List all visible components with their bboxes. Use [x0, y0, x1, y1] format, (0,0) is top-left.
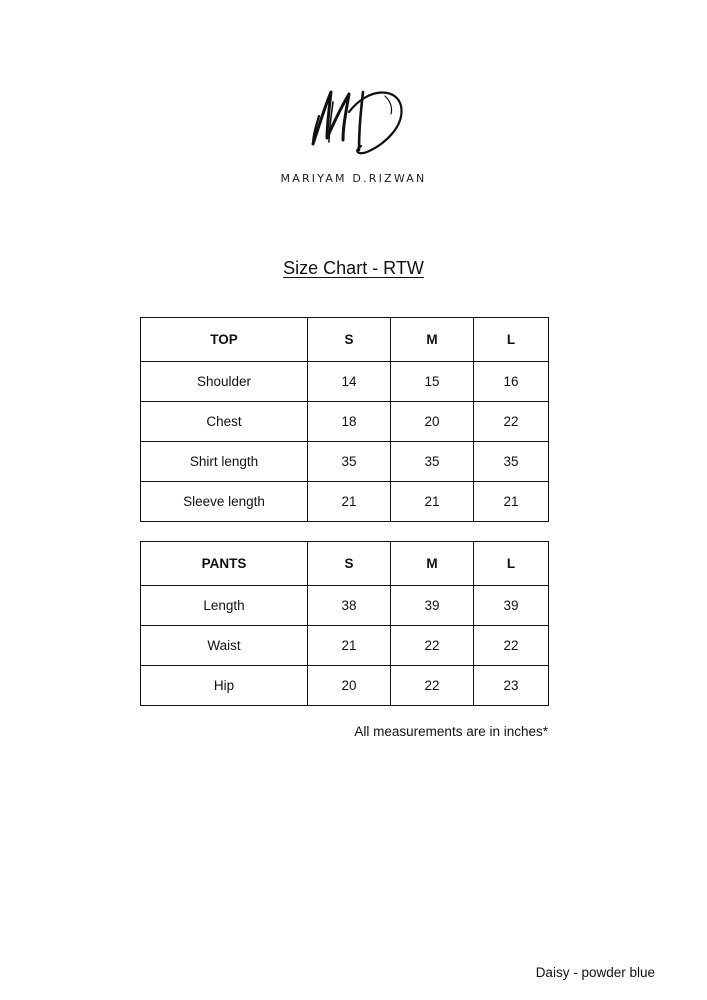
measurement-note: All measurements are in inches*	[354, 724, 548, 739]
measurement-label: Hip	[141, 666, 308, 706]
measurement-value: 16	[474, 362, 549, 402]
measurement-label: Chest	[141, 402, 308, 442]
size-header-l: L	[474, 542, 549, 586]
table-row	[141, 442, 549, 482]
md-monogram-logo	[289, 80, 419, 160]
table-header-row	[141, 542, 549, 586]
measurement-value: 21	[391, 482, 474, 522]
measurement-value: 23	[474, 666, 549, 706]
measurement-value: 35	[391, 442, 474, 482]
measurement-label: Length	[141, 586, 308, 626]
measurement-value: 21	[308, 626, 391, 666]
top-size-table	[140, 317, 549, 522]
measurement-value: 22	[474, 402, 549, 442]
pants-size-table	[140, 541, 549, 706]
measurement-label: Shirt length	[141, 442, 308, 482]
table-row	[141, 626, 549, 666]
table-header-row	[141, 318, 549, 362]
measurement-value: 35	[308, 442, 391, 482]
measurement-value: 21	[474, 482, 549, 522]
table-row	[141, 482, 549, 522]
size-header-m: M	[391, 542, 474, 586]
measurement-value: 21	[308, 482, 391, 522]
size-header-m: M	[391, 318, 474, 362]
measurement-value: 20	[308, 666, 391, 706]
measurement-value: 15	[391, 362, 474, 402]
brand-name: MARIYAM D.RIZWAN	[280, 172, 427, 185]
measurement-value: 20	[391, 402, 474, 442]
measurement-value: 39	[474, 586, 549, 626]
measurement-label: Sleeve length	[141, 482, 308, 522]
table-row	[141, 666, 549, 706]
measurement-value: 22	[474, 626, 549, 666]
measurement-label: Waist	[141, 626, 308, 666]
measurement-value: 35	[474, 442, 549, 482]
size-header-l: L	[474, 318, 549, 362]
size-header-s: S	[308, 542, 391, 586]
page-title: Size Chart - RTW	[283, 258, 424, 278]
section-label: TOP	[141, 318, 308, 362]
measurement-label: Shoulder	[141, 362, 308, 402]
measurement-value: 22	[391, 666, 474, 706]
brand-header	[0, 80, 707, 185]
measurement-value: 14	[308, 362, 391, 402]
size-header-s: S	[308, 318, 391, 362]
table-row	[141, 586, 549, 626]
section-label: PANTS	[141, 542, 308, 586]
table-row	[141, 402, 549, 442]
measurement-value: 38	[308, 586, 391, 626]
table-row	[141, 362, 549, 402]
measurement-value: 22	[391, 626, 474, 666]
measurement-value: 39	[391, 586, 474, 626]
measurement-value: 18	[308, 402, 391, 442]
product-label: Daisy - powder blue	[535, 965, 655, 980]
